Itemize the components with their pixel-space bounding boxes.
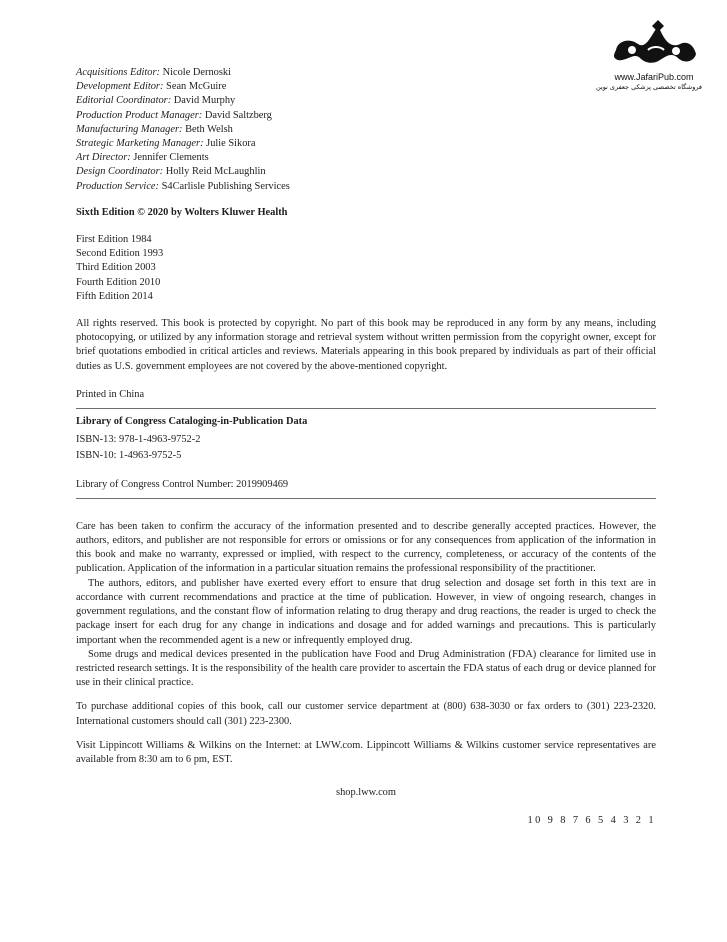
credit-row	[76, 94, 656, 108]
edition-copyright: Sixth Edition © 2020 by Wolters Kluwer Health	[76, 206, 288, 218]
credit-role: Production Service:	[76, 180, 159, 192]
credit-row	[76, 180, 656, 194]
credit-row	[76, 165, 656, 179]
credit-name: Jennifer Clements	[133, 152, 209, 164]
credit-name: David Murphy	[173, 95, 236, 107]
credit-role: Production Product Manager:	[76, 109, 203, 121]
credit-role: Art Director:	[76, 152, 131, 164]
edition-history-item: First Edition 1984	[76, 234, 152, 246]
isbn-10: ISBN-10: 1-4963-9752-5	[76, 450, 182, 462]
credit-row	[76, 66, 656, 80]
purchase-info: To purchase additional copies of this book, call our customer service department at (800) 638-3030 or fax orders to (301) 223-2320. International customers should call (301) 223-2300.	[76, 701, 656, 727]
logo-tagline: فروشگاه تخصصی پزشکی جعفری نوین	[595, 83, 703, 91]
rights-paragraph: All rights reserved. This book is protected by copyright. No part of this book may be reproduced in any form by any means, including photocopying, or utilized by any information storage and retrieval system without written permission from the copyright owner, except for brief quotations embodied in critical articles and reviews. Materials appearing in this book prepared by individuals as part of their official duties as U.S. government employees are not covered by the above-mentioned copyright.	[76, 318, 656, 372]
logo-url: www.JafariPub.com	[614, 72, 694, 82]
isbn-13: ISBN-13: 978-1-4963-9752-2	[76, 434, 201, 446]
credit-role: Editorial Coordinator:	[76, 95, 172, 107]
edition-history-item: Fourth Edition 2010	[76, 276, 161, 288]
credit-name: Nicole Dernoski	[162, 67, 231, 78]
credit-name: Julie Sikora	[206, 138, 256, 150]
credit-role: Manufacturing Manager:	[76, 123, 183, 135]
disclaimer-paragraph: Care has been taken to confirm the accuracy of the information presented and to describe generally accepted practices. However, the authors, editors, and publisher are not responsible for errors or omissions or for any consequences from application of the information in this book and make no warranty, expressed or implied, with respect to the currency, completeness, or accuracy of the contents of the publication. Application of the information in a particular situation remains the professional responsibility of the practitioner.	[76, 520, 656, 575]
lccn: Library of Congress Control Number: 2019909469	[76, 478, 289, 490]
cip-block	[76, 409, 656, 492]
credit-name: David Saltzberg	[204, 109, 272, 121]
bottom-rule	[76, 498, 656, 499]
credit-role: Design Coordinator:	[76, 166, 164, 178]
credit-name: Holly Reid McLaughlin	[165, 166, 266, 178]
edition-history	[76, 233, 656, 304]
credit-row	[76, 80, 656, 94]
credit-name: Beth Welsh	[185, 123, 233, 135]
shop-url[interactable]: shop.lww.com	[336, 787, 396, 799]
credit-name: Sean McGuire	[166, 81, 227, 93]
credit-row	[76, 151, 656, 165]
credit-role: Acquisitions Editor:	[76, 67, 160, 78]
edition-history-item: Second Edition 1993	[76, 248, 164, 260]
disclaimer-paragraph: Some drugs and medical devices presented in the publication have Food and Drug Administration (FDA) clearance for limited use in restricted research settings. It is the responsibility of the health care provider to ascertain the FDA status of each drug or device planned for use in their clinical practice.	[76, 648, 656, 689]
visit-info: Visit Lippincott Williams & Wilkins on the Internet: at LWW.com. Lippincott Williams & Wilkins customer service representatives are available from 8:30 am to 6 pm, EST.	[76, 739, 656, 765]
credit-row	[76, 137, 656, 151]
copyright-page	[76, 66, 656, 829]
credits-list	[76, 66, 656, 194]
print-line: 10 9 8 7 6 5 4 3 2 1	[527, 815, 656, 827]
edition-history-item: Third Edition 2003	[76, 262, 156, 274]
credit-row	[76, 123, 656, 137]
credit-row	[76, 109, 656, 123]
credit-role: Development Editor:	[76, 81, 164, 93]
credit-role: Strategic Marketing Manager:	[76, 138, 204, 150]
credit-name: S4Carlisle Publishing Services	[161, 180, 290, 192]
printed-in: Printed in China	[76, 388, 145, 400]
jafaripub-logo-icon	[608, 20, 700, 70]
edition-history-item: Fifth Edition 2014	[76, 290, 153, 302]
disclaimer-paragraph: The authors, editors, and publisher have exerted every effort to ensure that drug selection and dosage set forth in this text are in accordance with current recommendations and practice at the time of publication. However, in view of ongoing research, changes in government regulations, and the constant flow of information relating to drug therapy and drug reactions, the reader is urged to check the package insert for each drug for any change in indications and dosage and for added warnings and precautions. This is particularly important when the recommended agent is a new or infrequently employed drug.	[76, 577, 656, 646]
disclaimer	[76, 520, 656, 690]
cip-title: Library of Congress Cataloging-in-Publication Data	[76, 416, 308, 428]
